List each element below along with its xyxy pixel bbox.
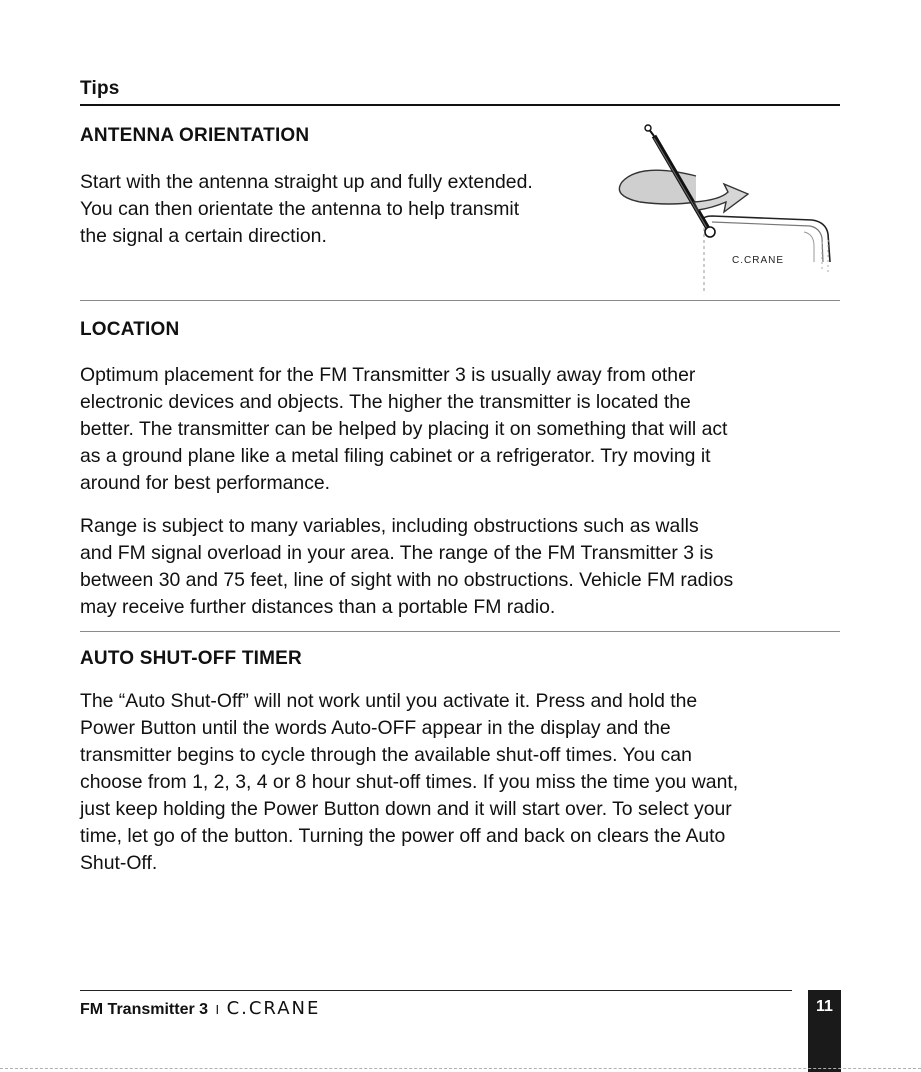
text-line: electronic devices and objects. The higher the transmitter is located the: [80, 391, 691, 413]
rotation-arrow-front: [694, 184, 748, 212]
text-line: Power Button until the words Auto-OFF appear in the display and the: [80, 717, 671, 739]
text-line: better. The transmitter can be helped by placing it on something that will act: [80, 418, 728, 440]
text-line: and FM signal overload in your area. The range of the FM Transmitter 3 is: [80, 542, 714, 564]
text-line: Shut-Off.: [80, 852, 158, 874]
text-line: between 30 and 75 feet, line of sight with no obstructions. Vehicle FM radios: [80, 569, 734, 591]
footer-rule: [80, 990, 792, 991]
footer-product: FM Transmitter 3: [80, 1001, 209, 1018]
brand-logo: C.CRANE: [226, 998, 321, 1019]
page-edge: [0, 1068, 921, 1069]
header-rule: [80, 104, 840, 106]
text-line: as a ground plane like a metal filing cabinet or a refrigerator. Try moving it: [80, 445, 711, 467]
section-divider: [80, 631, 840, 632]
antenna-heading: ANTENNA ORIENTATION: [80, 125, 310, 146]
text-line: The “Auto Shut-Off” will not work until you activate it. Press and hold the: [80, 690, 698, 712]
text-line: Range is subject to many variables, including obstructions such as walls: [80, 515, 699, 537]
page-number: 11: [808, 990, 841, 1072]
text-line: just keep holding the Power Button down and it will start over. To select your: [80, 798, 732, 820]
text-line: Start with the antenna straight up and fully extended.: [80, 171, 533, 193]
text-line: around for best performance.: [80, 472, 331, 494]
device-brand-text: C.CRANE: [732, 255, 785, 266]
text-line: may receive further distances than a portable FM radio.: [80, 596, 556, 618]
text-line: the signal a certain direction.: [80, 225, 327, 247]
text-line: transmitter begins to cycle through the available shut-off times. You can: [80, 744, 692, 766]
page-title: Tips: [80, 78, 120, 99]
text-line: Optimum placement for the FM Transmitter 3 is usually away from other: [80, 364, 696, 386]
footer: [80, 998, 320, 1019]
text-line: choose from 1, 2, 3, 4 or 8 hour shut-off times. If you miss the time you want,: [80, 771, 739, 793]
transmitter-device: [702, 216, 830, 292]
timer-heading: AUTO SHUT-OFF TIMER: [80, 648, 302, 669]
section-divider: [80, 300, 840, 301]
antenna-text: [80, 169, 620, 250]
text-line: time, let go of the button. Turning the power off and back on clears the Auto: [80, 825, 726, 847]
location-paragraph-2: [80, 513, 850, 621]
antenna-illustration: [600, 122, 845, 292]
timer-text: [80, 688, 850, 877]
location-paragraph-1: [80, 362, 850, 497]
location-heading: LOCATION: [80, 319, 180, 340]
text-line: You can then orientate the antenna to help transmit: [80, 198, 520, 220]
footer-separator: I: [215, 1002, 220, 1017]
